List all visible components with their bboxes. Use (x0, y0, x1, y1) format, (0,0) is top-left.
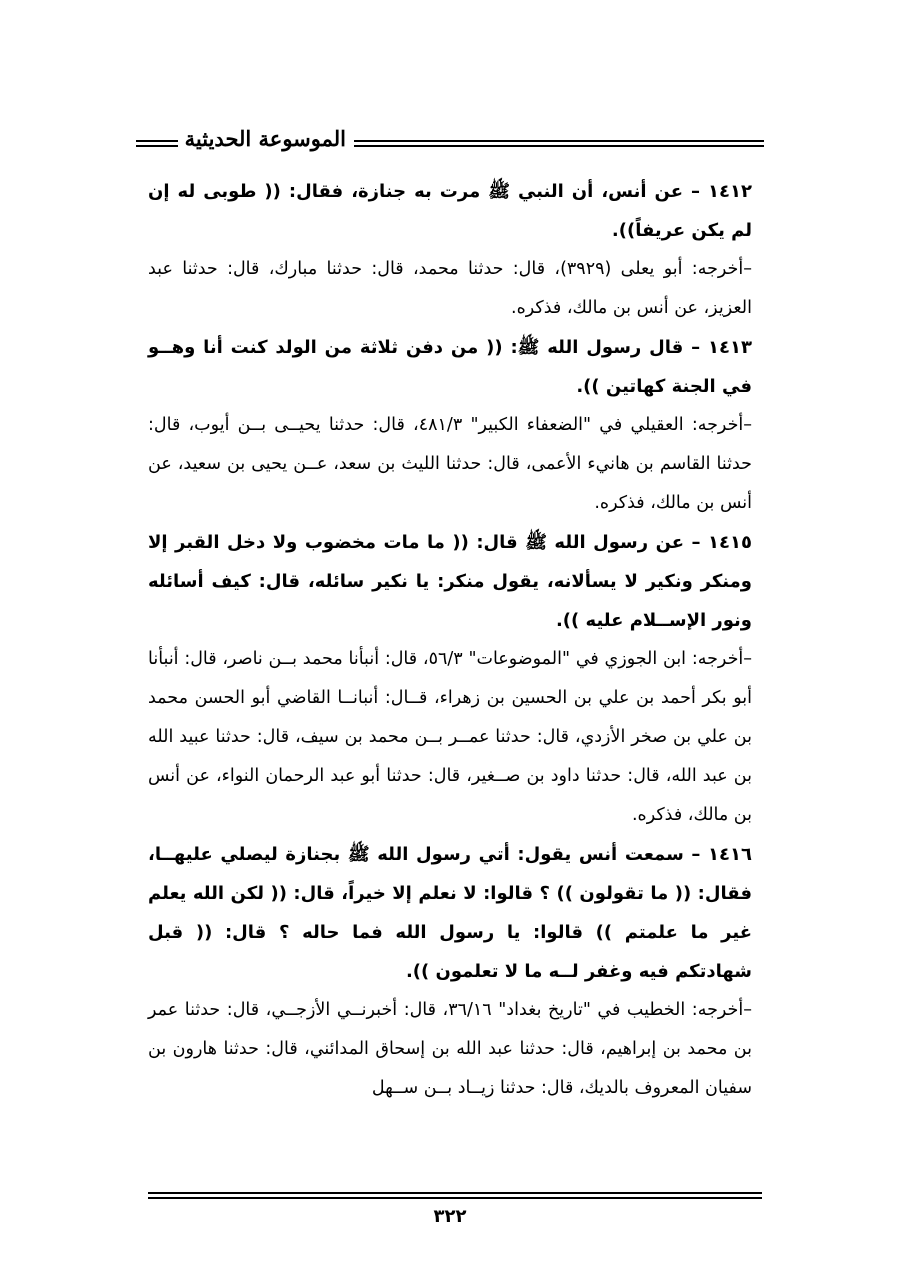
takhrij-1413: –أخرجه: العقيلي في "الضعفاء الكبير" ٤٨١/٣، قال: حدثنا يحيــى بــن أيوب، قال: حدثنا القاسم بن هانيء الأعمى، قال: حدثنا الليث بن سعد، عــن يحيى بن سعيد، عن أنس بن مالك، فذكره. (148, 415, 753, 513)
header-rule-short (136, 140, 178, 142)
hadith-1415: ١٤١٥ – عن رسول الله ﷺ قال: (( ما مات مخضوب ولا دخل القبر إلا ومنكر ونكير لا يسألانه، يقول منكر: يا نكير سائله، قال: كيف أسائله ونور الإســلام عليه )). (148, 532, 752, 631)
takhrij-1415: –أخرجه: ابن الجوزي في "الموضوعات" ٥٦/٣، قال: أنبأنا محمد بــن ناصر، قال: أنبأنا أبو بكر أحمد بن علي بن الحسين بن زهراء، قــال: أنبانــا القاضي أبو الحسن محمد بن علي بن صخر الأزدي، قال: حدثنا عمــر بــن محمد بن سيف، قال: حدثنا عبيد الله بن عبد الله، قال: حدثنا داود بن صــغير، قال: حدثنا أبو عبد الرحمان النواء، عن أنس بن مالك، فذكره. (148, 649, 753, 825)
running-header (136, 122, 764, 162)
hadith-1413: ١٤١٣ – قال رسول الله ﷺ: (( من دفن ثلاثة من الولد كنت أنا وهــو في الجنة كهاتين )). (148, 337, 752, 397)
page-body (148, 172, 752, 1108)
header-rule-long (354, 140, 764, 142)
takhrij-1412: –أخرجه: أبو يعلى (٣٩٢٩)، قال: حدثنا محمد، قال: حدثنا مبارك، قال: حدثنا عبد العزيز، عن أنس بن مالك، فذكره. (148, 259, 752, 318)
header-title: الموسوعة الحديثية (184, 126, 346, 151)
page-number: ٣٢٢ (433, 1206, 467, 1227)
hadith-1412: ١٤١٢ – عن أنس، أن النبي ﷺ مرت به جنازة، فقال: (( طوبى له إن لم يكن عريفاً)). (148, 181, 752, 241)
footer-rule (148, 1192, 762, 1194)
hadith-1416: ١٤١٦ – سمعت أنس يقول: أتي رسول الله ﷺ بجنازة ليصلي عليهــا، فقال: (( ما تقولون )) ؟ قالوا: لا نعلم إلا خيراً، قال: (( لكن الله يعلم غير ما علمتم )) قالوا: يا رسول الله فما حاله ؟ قال: (( قبل شهادتكم فيه وغفر لــه ما لا تعلمون )). (148, 844, 752, 982)
takhrij-1416: –أخرجه: الخطيب في "تاريخ بغداد" ٣٦/١٦، قال: أخبرنــي الأزجــي، قال: حدثنا عمر بن محمد بن إبراهيم، قال: حدثنا عبد الله بن إسحاق المدائني، قال: حدثنا هارون بن سفيان المعروف بالديك، قال: حدثنا زيــاد بــن ســهل (148, 1000, 752, 1098)
